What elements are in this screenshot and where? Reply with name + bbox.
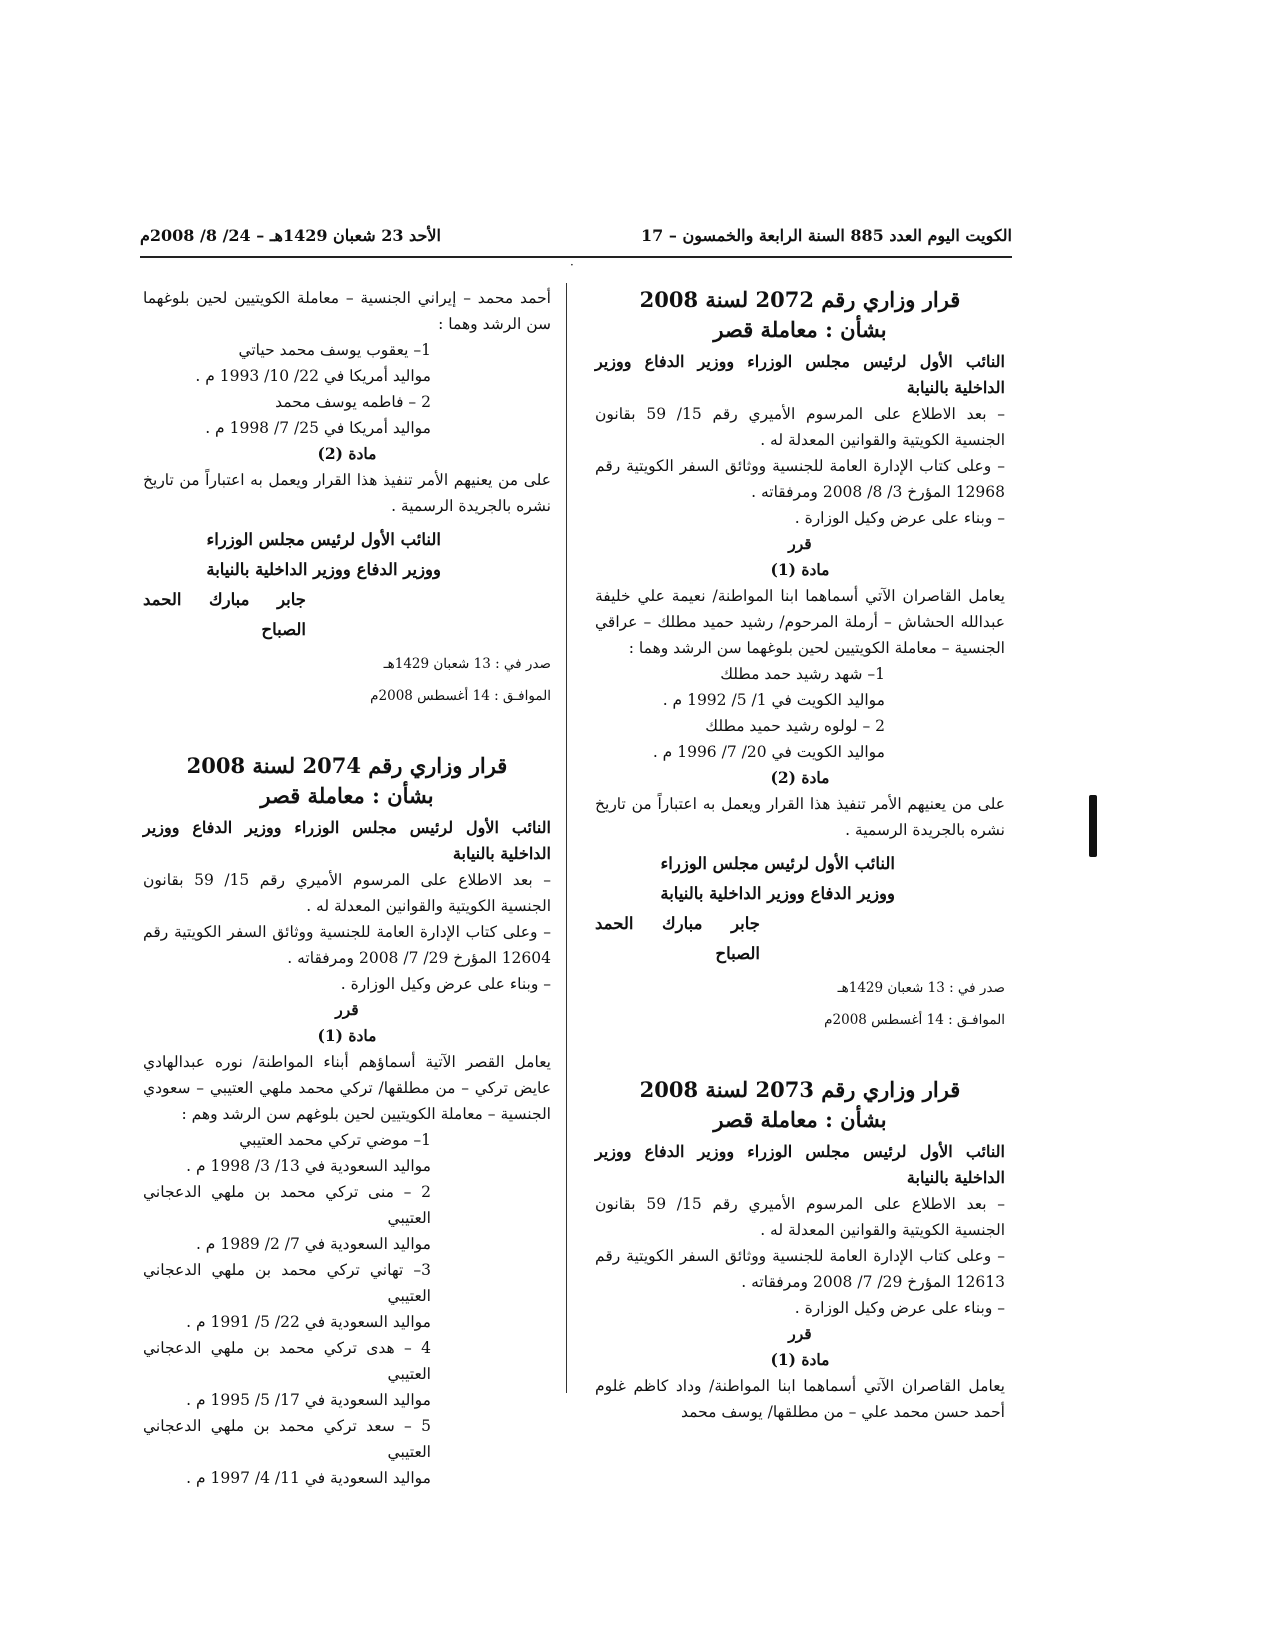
decree-2073-continued (143, 285, 551, 709)
scan-speck: · (570, 258, 574, 272)
decree-title: قرار وزاري رقم 2073 لسنة 2008 (639, 1077, 961, 1102)
article-heading: مادة (1) (770, 1350, 830, 1369)
article-heading: مادة (2) (770, 768, 830, 787)
right-column (595, 285, 1005, 1425)
list-item: مواليد الكويت في 1/ 5/ 1992 م . (662, 691, 885, 709)
list-item: 4 – هدى تركي محمد بن ملهي الدعجاني العتيبي (143, 1339, 431, 1383)
decree-subject: بشأن : معاملة قصر (713, 1107, 887, 1132)
list-item: 2 – لولوه رشيد حميد مطلك (705, 717, 885, 735)
issued-date: صدر في : 13 شعبان 1429هـ (383, 656, 551, 672)
signature-block (143, 525, 551, 645)
corresponding-date: الموافـق : 14 أغسطس 2008م (824, 1012, 1005, 1028)
issued-date: صدر في : 13 شعبان 1429هـ (837, 980, 1005, 996)
list-item: مواليد السعودية في 22/ 5/ 1991 م . (186, 1313, 431, 1331)
recital: – بعد الاطلاع على المرسوم الأميري رقم 15/ 59 بقانون الجنسية الكويتية والقوانين المعدلة له . (143, 871, 551, 915)
decree-title: قرار وزاري رقم 2074 لسنة 2008 (186, 753, 508, 778)
decided-heading: قرر (788, 1324, 812, 1343)
recital: – وعلى كتاب الإدارة العامة للجنسية ووثائق السفر الكويتية رقم 12613 المؤرخ 29/ 7/ 2008 ومرفقاته . (595, 1247, 1005, 1291)
signature-title: النائب الأول لرئيس مجلس الوزراء (660, 854, 895, 873)
list-item: 1– شهد رشيد حمد مطلك (720, 665, 885, 683)
article-body: يعامل القصر الآتية أسماؤهم أبناء المواطنة/ نوره عبدالهادي عايض تركي – من مطلقها/ تركي محمد ملهي العتيبي – سعودي الجنسية – معاملة الكويتيين لحين بلوغهم سن الرشد وهم : (143, 1053, 551, 1123)
article-body: يعامل القاصران الآتي أسماهما ابنا المواطنة/ نعيمة علي خليفة عبدالله الحشاش – أرملة المرحوم/ رشيد حميد مطلك – عراقي الجنسية – معاملة الكويتيين لحين بلوغهما سن الرشد وهما : (595, 587, 1005, 657)
recital: – وبناء على عرض وكيل الوزارة . (794, 1299, 1005, 1317)
recital: – بعد الاطلاع على المرسوم الأميري رقم 15/ 59 بقانون الجنسية الكويتية والقوانين المعدلة له . (595, 405, 1006, 449)
recital: – وبناء على عرض وكيل الوزارة . (794, 509, 1005, 527)
list-item: 3– تهاني تركي محمد بن ملهي الدعجاني العتيبي (143, 1261, 431, 1305)
list-item: مواليد أمريكا في 25/ 7/ 1998 م . (205, 419, 431, 437)
list-item: 1– موضي تركي محمد العتيبي (239, 1131, 431, 1149)
article-body: أحمد محمد – إيراني الجنسية – معاملة الكويتيين لحين بلوغهما سن الرشد وهما : (143, 289, 551, 333)
decided-heading: قرر (788, 534, 812, 553)
signatory-name: جابر مبارك الحمد الصباح (143, 590, 306, 639)
column-divider (566, 283, 567, 1393)
signatory-name: جابر مبارك الحمد الصباح (595, 914, 760, 963)
signature-title: ووزير الدفاع ووزير الداخلية بالنيابة (660, 884, 895, 903)
header-date: الأحد 23 شعبان 1429هـ – 24/ 8/ 2008م (140, 226, 441, 245)
header-issue-info: الكويت اليوم العدد 885 السنة الرابعة والخمسون – 17 (641, 226, 1012, 245)
signature-block (595, 849, 1005, 969)
recital: – وعلى كتاب الإدارة العامة للجنسية ووثائق السفر الكويتية رقم 12968 المؤرخ 3/ 8/ 2008 ومرفقاته . (595, 457, 1005, 501)
decree-2074 (143, 751, 551, 1491)
article-heading: مادة (1) (770, 560, 830, 579)
list-item: مواليد الكويت في 20/ 7/ 1996 م . (652, 743, 885, 761)
decree-subject: بشأن : معاملة قصر (260, 783, 434, 808)
corresponding-date: الموافـق : 14 أغسطس 2008م (370, 688, 551, 704)
article-heading: مادة (2) (317, 444, 377, 463)
article-heading: مادة (1) (317, 1026, 377, 1045)
list-item: مواليد السعودية في 7/ 2/ 1989 م . (195, 1235, 431, 1253)
list-item: مواليد السعودية في 11/ 4/ 1997 م . (186, 1469, 431, 1487)
recital: – وعلى كتاب الإدارة العامة للجنسية ووثائق السفر الكويتية رقم 12604 المؤرخ 29/ 7/ 2008 ومرفقاته . (143, 923, 551, 967)
signature-title: ووزير الدفاع ووزير الداخلية بالنيابة (206, 560, 441, 579)
article-body: يعامل القاصران الآتي أسماهما ابنا المواطنة/ وداد كاظم غلوم أحمد حسن محمد علي – من مطلقها/ يوسف محمد (595, 1377, 1005, 1421)
decree-issuer: النائب الأول لرئيس مجلس الوزراء ووزير الدفاع ووزير الداخلية بالنيابة (595, 1142, 1005, 1187)
list-item: مواليد أمريكا في 22/ 10/ 1993 م . (195, 367, 431, 385)
decree-issuer: النائب الأول لرئيس مجلس الوزراء ووزير الدفاع ووزير الداخلية بالنيابة (595, 352, 1005, 397)
signature-title: النائب الأول لرئيس مجلس الوزراء (206, 530, 441, 549)
enforcement-clause: على من يعنيهم الأمر تنفيذ هذا القرار ويعمل به اعتباراً من تاريخ نشره بالجريدة الرسمية . (143, 471, 551, 515)
list-item: مواليد السعودية في 17/ 5/ 1995 م . (186, 1391, 431, 1409)
decree-2072 (595, 285, 1005, 1033)
page-header (140, 226, 1012, 258)
list-item: 2 – فاطمه يوسف محمد (275, 393, 431, 411)
decree-2073 (595, 1075, 1005, 1425)
decree-issuer: النائب الأول لرئيس مجلس الوزراء ووزير الدفاع ووزير الداخلية بالنيابة (143, 818, 551, 863)
decided-heading: قرر (335, 1000, 359, 1019)
scan-edge-mark (1089, 795, 1097, 857)
decree-subject: بشأن : معاملة قصر (713, 317, 887, 342)
list-item: 2 – منى تركي محمد بن ملهي الدعجاني العتيبي (143, 1183, 431, 1227)
left-column (143, 285, 551, 1491)
decree-title: قرار وزاري رقم 2072 لسنة 2008 (639, 287, 961, 312)
recital: – وبناء على عرض وكيل الوزارة . (340, 975, 551, 993)
recital: – بعد الاطلاع على المرسوم الأميري رقم 15/ 59 بقانون الجنسية الكويتية والقوانين المعدلة له . (595, 1195, 1006, 1239)
list-item: 1– يعقوب يوسف محمد حياتي (238, 341, 431, 359)
list-item: 5 – سعد تركي محمد بن ملهي الدعجاني العتيبي (143, 1417, 431, 1461)
list-item: مواليد السعودية في 13/ 3/ 1998 م . (186, 1157, 431, 1175)
enforcement-clause: على من يعنيهم الأمر تنفيذ هذا القرار ويعمل به اعتباراً من تاريخ نشره بالجريدة الرسمية . (595, 795, 1005, 839)
